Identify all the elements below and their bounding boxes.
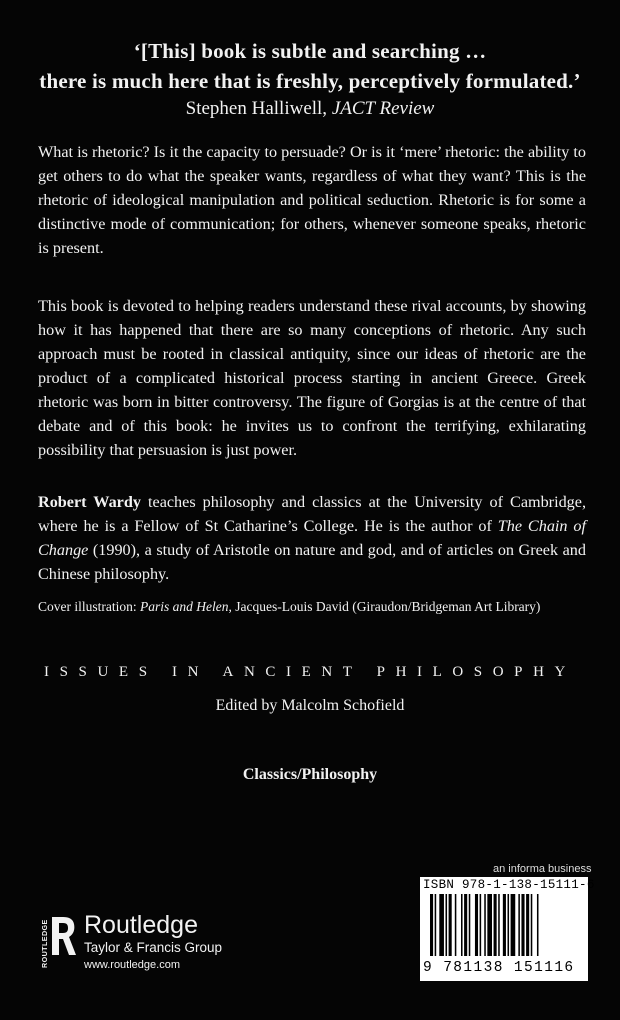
reviewer-name: Stephen Halliwell, bbox=[185, 98, 332, 119]
barcode-bar bbox=[511, 894, 516, 956]
cover-artwork-title: Paris and Helen bbox=[140, 599, 229, 614]
quote-line-1: ‘[This] book is subtle and searching … bbox=[133, 39, 487, 63]
publisher-name: Routledge bbox=[84, 911, 198, 939]
informa-tagline: an informa business bbox=[493, 863, 592, 875]
barcode-bar bbox=[480, 894, 482, 956]
author-book-title: The Chain of Change bbox=[38, 517, 586, 559]
barcode-bar bbox=[518, 894, 520, 956]
barcode-digits: 9 781138 151116 bbox=[423, 960, 575, 976]
barcode-bar bbox=[455, 894, 457, 956]
barcode-bar bbox=[521, 894, 524, 956]
barcode-bar bbox=[484, 894, 486, 956]
barcode-bar bbox=[439, 894, 444, 956]
author-bio-text-2: (1990), a study of Aristotle on nature and god, and of articles on Greek and Chinese philosophy. bbox=[38, 541, 586, 583]
author-name: Robert Wardy bbox=[38, 493, 141, 511]
barcode-bar bbox=[464, 894, 467, 956]
publisher-text bbox=[84, 911, 222, 973]
barcode-bar bbox=[449, 894, 452, 956]
barcode-bar bbox=[446, 894, 448, 956]
cover-credit bbox=[38, 599, 540, 615]
review-quote bbox=[20, 36, 600, 122]
logo-vertical-letters: ROUTLEDGE bbox=[40, 919, 49, 968]
series-editor: Edited by Malcolm Schofield bbox=[215, 697, 405, 714]
series-title: ISSUES IN ANCIENT PHILOSOPHY bbox=[44, 664, 576, 680]
barcode-bar bbox=[526, 894, 529, 956]
barcode-bar bbox=[508, 894, 510, 956]
barcode-bar bbox=[435, 894, 437, 956]
barcode-bar bbox=[430, 894, 433, 956]
quote-line-2: there is much here that is freshly, perceptively formulated.’ bbox=[39, 69, 581, 93]
review-source: JACT Review bbox=[331, 98, 435, 119]
barcode-bar bbox=[494, 894, 497, 956]
description-paragraph-1: What is rhetoric? Is it the capacity to persuade? Or is it ‘mere’ rhetoric: the ability to get others to do what the speaker wants, regardless of what they want? This is the rhetoric of ideological manipulation and political seduction. Rhetoric is for some a distinctive mode of communication; for others, whenever someone speaks, rhetoric is present. bbox=[38, 143, 586, 257]
barcode-bar bbox=[475, 894, 478, 956]
publisher-url: www.routledge.com bbox=[84, 959, 180, 971]
cover-credit-prefix: Cover illustration: bbox=[38, 599, 140, 614]
barcode-bar bbox=[461, 894, 463, 956]
subject-category: Classics/Philosophy bbox=[242, 766, 378, 783]
author-bio bbox=[38, 490, 586, 586]
description-paragraph-2: This book is devoted to helping readers understand these rival accounts, by showing how it has happened that there are so many conceptions of rhetoric. Any such approach must be rooted in classical antiquity, since our ideas of rhetoric are the product of a complicated historical process starting in ancient Greece. Greek rhetoric was born in bitter controversy. The figure of Gorgias is at the centre of that debate and of this book: he invites us to confront the terrifying, exhilarating possibility that persuasion is just power. bbox=[38, 297, 586, 459]
isbn-barcode bbox=[420, 877, 595, 981]
barcode-bar bbox=[498, 894, 500, 956]
barcode-bar bbox=[531, 894, 533, 956]
barcode-bar bbox=[487, 894, 492, 956]
cover-credit-suffix: , Jacques-Louis David (Giraudon/Bridgeman Art Library) bbox=[228, 599, 541, 614]
isbn-label: ISBN 978-1-138-15111-6 bbox=[423, 878, 595, 892]
quote-attribution bbox=[20, 96, 600, 122]
barcode-bar bbox=[469, 894, 471, 956]
barcode-bar bbox=[503, 894, 506, 956]
routledge-logo-icon bbox=[36, 915, 76, 969]
publisher-group: Taylor & Francis Group bbox=[84, 940, 223, 955]
barcode-bar bbox=[537, 894, 539, 956]
barcode-bars bbox=[430, 894, 580, 956]
author-bio-text-1: teaches philosophy and classics at the University of Cambridge, where he is a Fellow of St Catharine’s College. He is the author of bbox=[38, 493, 586, 535]
